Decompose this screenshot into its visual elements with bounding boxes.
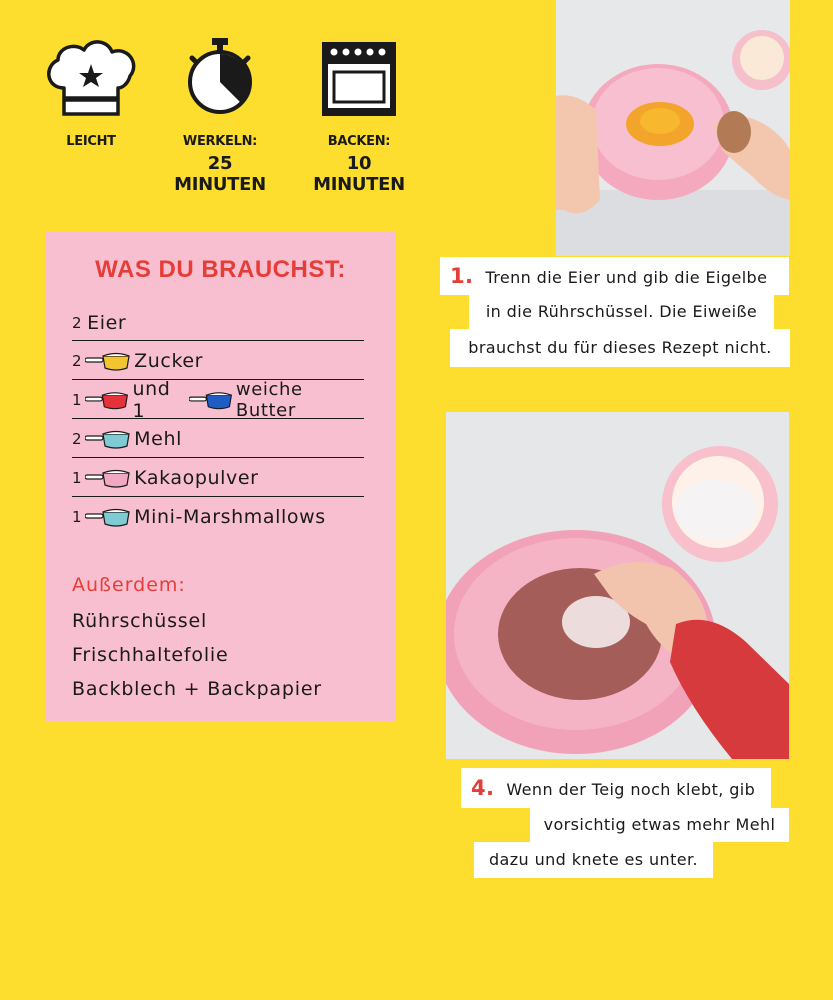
caption-line: dazu und knete es unter. xyxy=(474,842,713,878)
ingredient-text: Mehl xyxy=(134,427,182,450)
measuring-cup-icon xyxy=(189,389,233,411)
caption-line: brauchst du für dieses Rezept nicht. xyxy=(450,329,790,367)
ingredients-card xyxy=(45,232,396,721)
chef-hat-icon xyxy=(42,38,140,118)
ingredient-qty: 2 xyxy=(72,313,83,332)
ingredient-qty: 1 xyxy=(72,507,83,526)
prep-time-label: WERKELN: xyxy=(182,134,258,149)
ingredient-qty: 1 xyxy=(72,390,83,409)
step-4-photo xyxy=(446,412,789,759)
caption-line: vorsichtig etwas mehr Mehl xyxy=(530,808,789,842)
caption-text: Wenn der Teig noch klebt, gib xyxy=(506,780,756,799)
ingredient-row xyxy=(72,496,364,536)
ingredient-qty: 2 xyxy=(72,351,83,370)
prep-time-value: 25 MINUTEN xyxy=(174,153,266,195)
caption-line: in die Rührschüssel. Die Eiweiße xyxy=(469,295,774,329)
ingredient-qty: 1 xyxy=(72,468,83,487)
extra-item: Backblech + Backpapier xyxy=(72,678,322,700)
caption-line xyxy=(461,768,771,808)
ingredient-text: Eier xyxy=(87,311,127,334)
measuring-cup-icon xyxy=(85,350,131,372)
ingredient-text: Kakaopulver xyxy=(134,466,259,489)
ingredient-text: und 1 xyxy=(132,377,171,422)
ingredient-qty: 2 xyxy=(72,429,83,448)
ingredient-row xyxy=(72,418,364,458)
step-number: 1. xyxy=(450,264,474,288)
extra-item: Frischhaltefolie xyxy=(72,644,229,666)
bake-time-label: BACKEN: xyxy=(327,134,391,149)
caption-text: Trenn die Eier und gib die Eigelbe xyxy=(485,268,768,287)
measuring-cup-icon xyxy=(85,389,129,411)
ingredient-row xyxy=(72,377,364,422)
measuring-cup-icon xyxy=(85,428,131,450)
extras-title: Außerdem: xyxy=(72,574,186,596)
ingredient-text: Mini-Marshmallows xyxy=(134,505,326,528)
caption-line xyxy=(440,257,789,295)
ingredient-text-2: weiche Butter xyxy=(235,378,303,421)
stopwatch-icon xyxy=(182,36,258,116)
ingredients-title: WAS DU BRAUCHST: xyxy=(95,256,346,283)
step-number: 4. xyxy=(471,776,495,800)
ingredient-row xyxy=(72,457,364,497)
ingredient-row xyxy=(72,303,364,342)
measuring-cup-icon xyxy=(85,506,131,528)
step-1-photo xyxy=(556,0,790,256)
difficulty-label: LEICHT xyxy=(66,134,116,149)
oven-icon xyxy=(320,40,398,118)
ingredient-row xyxy=(72,340,364,380)
ingredient-text: Zucker xyxy=(134,349,204,372)
extra-item: Rührschüssel xyxy=(72,610,208,632)
bake-time-value: 10 MINUTEN xyxy=(313,153,405,195)
measuring-cup-icon xyxy=(85,467,131,489)
